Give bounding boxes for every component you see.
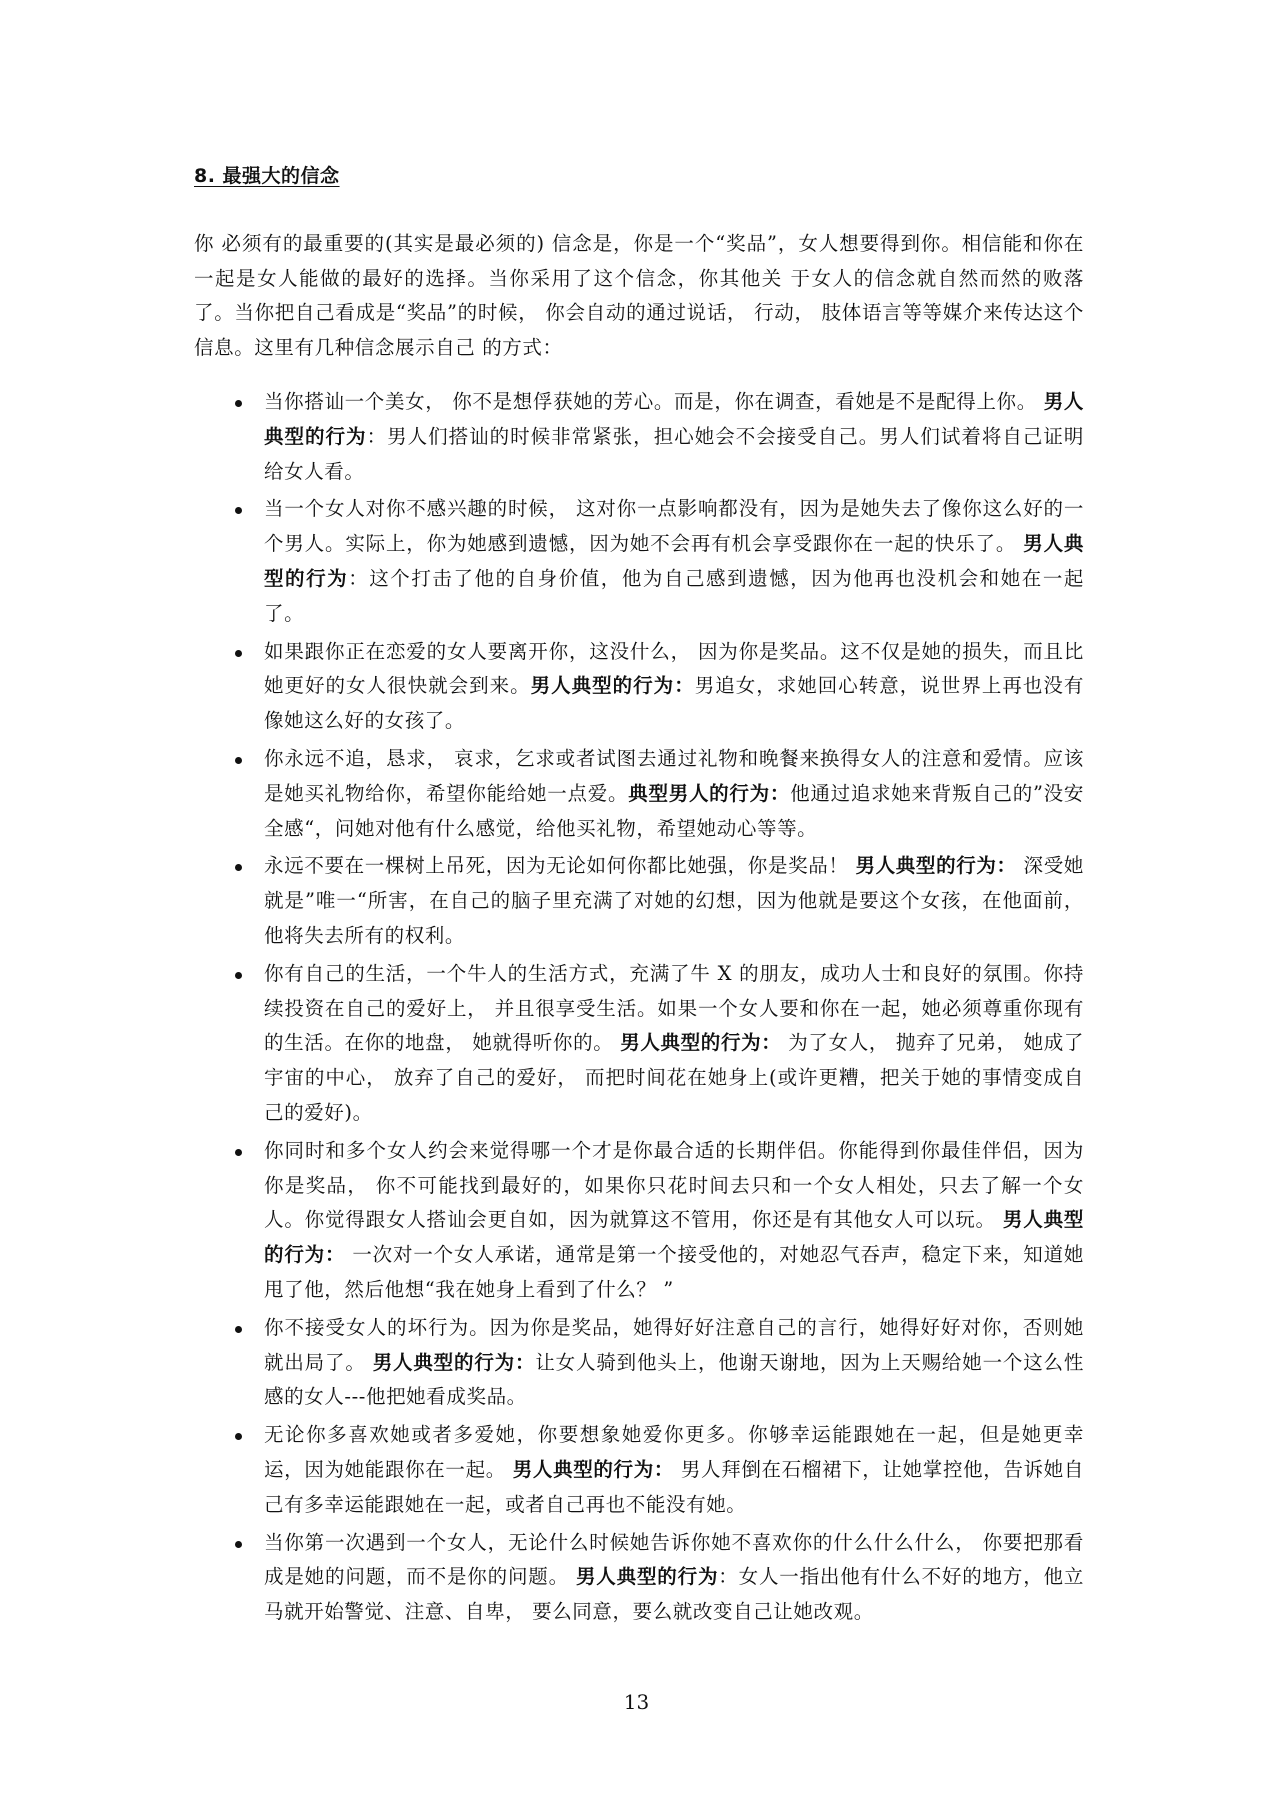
- bullet-icon: [235, 400, 242, 407]
- item-text: 让女人骑到他头上，他谢天谢地，因为上天赐给她一个这么性感的女人---他把她看成奖品。: [264, 1350, 1084, 1409]
- bullet-icon: [235, 757, 242, 764]
- bullet-icon: [235, 507, 242, 514]
- list-item: [230, 492, 1084, 631]
- page-number: 13: [623, 1690, 650, 1714]
- bullet-icon: [235, 650, 242, 657]
- typical-behavior-label: 典型男人的行为：: [628, 781, 791, 805]
- list-item: [230, 1418, 1084, 1522]
- item-text: 你有自己的生活，一个牛人的生活方式，充满了牛 X 的朋友，成功人士和良好的氛围。你持续投资在自己的爱好上， 并且很享受生活。如果一个女人要和你在一起，她必须尊重你现有的生活。在你的地盘， 她就得听你的。: [264, 961, 1084, 1055]
- item-text: 男人拜倒在石榴裙下，让她掌控他，告诉她自己有多幸运能跟她在一起，或者自己再也不能没有她。: [264, 1457, 1084, 1516]
- bullet-icon: [235, 972, 242, 979]
- bullet-icon: [235, 1433, 242, 1440]
- list-item: [230, 1311, 1084, 1415]
- item-text: 当你搭讪一个美女， 你不是想俘获她的芳心。而是，你在调查，看她是不是配得上你。: [264, 390, 1044, 413]
- item-text: 你永远不追，恳求， 哀求，乞求或者试图去通过礼物和晚餐来换得女人的注意和爱情。应该是她买礼物给你，希望你能给她一点爱。: [264, 746, 1084, 805]
- typical-behavior-label: 男人典型的行为：: [855, 854, 1017, 878]
- item-text: ：女人一指出他有什么不好的地方，他立马就开始警觉、注意、自卑， 要么同意，要么就改变自己让她改观。: [264, 1565, 1084, 1624]
- list-item: [230, 1134, 1084, 1308]
- bullet-icon: [235, 864, 242, 871]
- section-title: 8. 最强大的信念: [194, 165, 340, 187]
- list-item: [230, 635, 1084, 739]
- item-text: 男追女，求她回心转意，说世界上再也没有像她这么好的女孩了。: [264, 674, 1084, 733]
- item-text: 当你第一次遇到一个女人，无论什么时候她告诉你她不喜欢你的什么什么什么， 你要把那看成是她的问题，而不是你的问题。: [264, 1530, 1084, 1589]
- intro-paragraph: 你 必须有的最重要的(其实是最必须的) 信念是，你是一个“奖品”，女人想要得到你。相信能和你在一起是女人能做的最好的选择。当你采用了这个信念，你其他关 于女人的信念就自然而然的败落了。当你把自己看成是“奖品”的时候， 你会自动的通过说话， 行动， 肢体语言等等媒介来传达这个信息。这里有几种信念展示自己 的方式：: [194, 232, 1084, 359]
- typical-behavior-label: 男人典型的行为：: [530, 674, 695, 698]
- typical-behavior-label: 男人典型的行为: [264, 390, 1084, 448]
- list-item: [230, 385, 1084, 489]
- item-text: 为了女人， 抛弃了兄弟， 她成了宇宙的中心， 放弃了自己的爱好， 而把时间花在她身上(或许更糟，把关于她的事情变成自己的爱好)。: [264, 1031, 1084, 1124]
- belief-list: [230, 385, 1084, 1633]
- item-text: 一次对一个女人承诺，通常是第一个接受他的，对她忍气吞声，稳定下来，知道她甩了他，然后他想“我在她身上看到了什么？ ”: [264, 1243, 1084, 1301]
- typical-behavior-label: 男人典型的行为: [575, 1565, 719, 1589]
- bullet-icon: [235, 1149, 242, 1156]
- item-text: ：男人们搭讪的时候非常紧张，担心她会不会接受自己。男人们试着将自己证明给女人看。: [264, 424, 1084, 483]
- typical-behavior-label: 男人典型的行为：: [264, 1208, 1084, 1267]
- typical-behavior-label: 男人典型的行为：: [620, 1031, 782, 1055]
- item-text: 你不接受女人的坏行为。因为你是奖品，她得好好注意自己的言行，她得好好对你，否则她就出局了。: [264, 1315, 1084, 1374]
- item-text: 如果跟你正在恋爱的女人要离开你，这没什么， 因为你是奖品。这不仅是她的损失，而且比她更好的女人很快就会到来。: [264, 639, 1084, 698]
- item-text: ：这个打击了他的自身价值，他为自己感到遗憾，因为他再也没机会和她在一起了。: [264, 566, 1084, 625]
- item-text: 深受她就是”唯一“所害，在自己的脑子里充满了对她的幻想，因为他就是要这个女孩，在他面前， 他将失去所有的权利。: [264, 854, 1084, 947]
- typical-behavior-label: 男人典型的行为: [264, 532, 1084, 590]
- item-text: 无论你多喜欢她或者多爱她，你要想象她爱你更多。你够幸运能跟她在一起，但是她更幸运，因为她能跟你在一起。: [264, 1423, 1084, 1481]
- typical-behavior-label: 男人典型的行为：: [512, 1457, 675, 1481]
- list-item: [230, 849, 1084, 953]
- list-item: [230, 957, 1084, 1131]
- item-text: 他通过追求她来背叛自己的”没安全感“，问她对他有什么感觉，给他买礼物，希望她动心等等。: [264, 781, 1084, 840]
- bullet-icon: [235, 1541, 242, 1548]
- item-text: 当一个女人对你不感兴趣的时候， 这对你一点影响都没有，因为是她失去了像你这么好的一个男人。实际上，你为她感到遗憾，因为她不会再有机会享受跟你在一起的快乐了。: [264, 497, 1084, 556]
- bullet-icon: [235, 1326, 242, 1333]
- list-item: [230, 742, 1084, 846]
- list-item: [230, 1526, 1084, 1630]
- item-text: 你同时和多个女人约会来觉得哪一个才是你最合适的长期伴侣。你能得到你最佳伴侣，因为你是奖品， 你不可能找到最好的，如果你只花时间去只和一个女人相处，只去了解一个女人。你觉得跟女人搭讪会更自如，因为就算这不管用，你还是有其他女人可以玩。: [264, 1138, 1084, 1232]
- typical-behavior-label: 男人典型的行为：: [372, 1350, 536, 1374]
- item-text: 永远不要在一棵树上吊死，因为无论如何你都比她强，你是奖品！: [264, 854, 856, 878]
